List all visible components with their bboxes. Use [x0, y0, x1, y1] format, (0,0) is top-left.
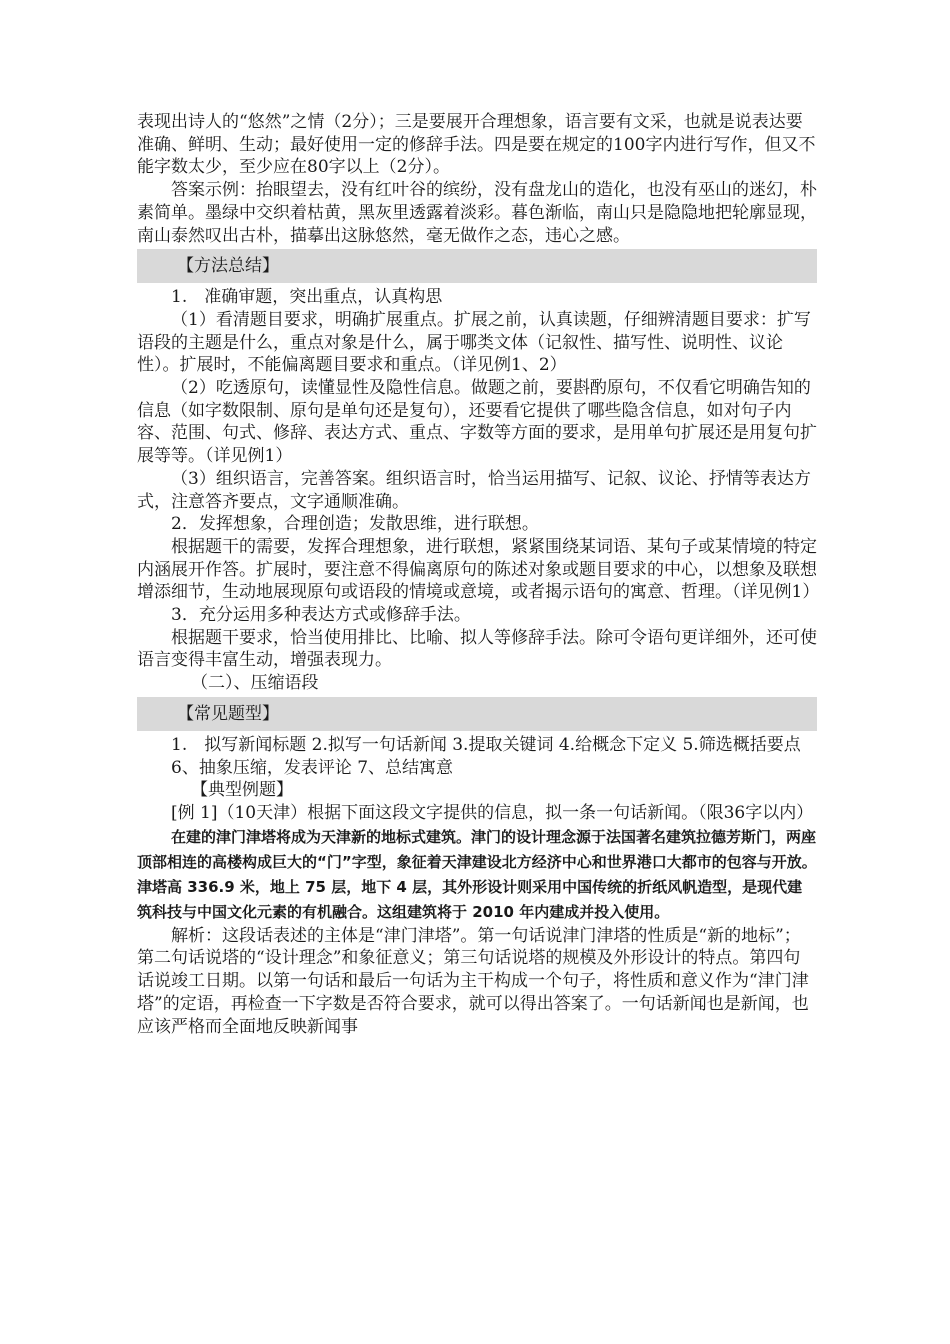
method-item-3-detail: 根据题干要求，恰当使用排比、比喻、拟人等修辞手法。除可令语句更详细外，还可使语言变得丰富生动，增强表现力。 — [137, 627, 817, 671]
method-item-1-2: （2）吃透原句，读懂显性及隐性信息。做题之前，要斟酌原句，不仅看它明确告知的信息（如字数限制、原句是单句还是复句），还要看它提供了哪些隐含信息，如对句子内容、范围、句式、修辞、表达方式、重点、字数等方面的要求，是用单句扩展还是用复句扩展等等。（详见例1） — [137, 378, 817, 467]
paragraph-answer-example: 答案示例：抬眼望去，没有红叶谷的缤纷，没有盘龙山的造化，也没有巫山的迷幻，朴素简单。墨绿中交织着枯黄，黑灰里透露着淡彩。暮色渐临，南山只是隐隐地把轮廓显现，南山泰然叹出古朴，描摹出这脉悠然，毫无做作之态，违心之感。 — [137, 180, 817, 246]
example-1-prompt: [例 1]（10天津）根据下面这段文字提供的信息，拟一条一句话新闻。（限36字以内） — [171, 802, 814, 823]
section-heading-common-types: 【常见题型】 — [137, 697, 817, 731]
example-1-analysis: 解析：这段话表述的主体是“津门津塔”。第一句话说津门津塔的性质是“新的地标”；第二句话说塔的“设计理念”和象征意义；第三句话说塔的规模及外形设计的特点。第四句话说竣工日期。以第一句话和最后一句话为主干构成一个句子，将性质和意义作为“津门津塔”的定语，再检查一下字数是否符合要求，就可以得出答案了。一句话新闻也是新闻，也应该严格而全面地反映新闻事 — [137, 925, 809, 1037]
method-item-2: 2．发挥想象，合理创造；发散思维，进行联想。 — [171, 514, 539, 535]
section-heading-method-summary: 【方法总结】 — [137, 249, 817, 283]
method-item-2-detail: 根据题干的需要，发挥合理想象，进行联想，紧紧围绕某词语、某句子或某情境的特定内涵展开作答。扩展时，要注意不得偏离原句的陈述对象或题目要求的中心，以想象及联想增添细节，生动地展现原句或语段的情境或意境，或者揭示语句的寓意、哲理。（详见例1） — [137, 536, 820, 603]
paragraph-scoring-criteria: 表现出诗人的“悠然”之情（2分）；三是要展开合理想象，语言要有文采，也就是说表达要准确、鲜明、生动；最好使用一定的修辞手法。四是要在规定的100字内进行写作，但又不能字数太少，至少应在80字以上（2分）。 — [137, 112, 816, 178]
example-1-source-text: 在建的津门津塔将成为天津新的地标式建筑。津门的设计理念源于法国著名建筑拉德芳斯门，两座顶部相连的高楼构成巨大的“门”字型，象征着天津建设北方经济中心和世界港口大都市的包容与开放。津塔高 336.9 米，地上 75 层，地下 4 层，其外形设计则采用中国传统的折纸风帆造型，是现代建筑科技与中国文化元素的有机融合。这组建筑将于 2010 年内建成并投入使用。 — [137, 827, 817, 921]
method-item-1-1: （1）看清题目要求，明确扩展重点。扩展之前，认真读题，仔细辨清题目要求：扩写语段的主题是什么，重点对象是什么，属于哪类文体（记叙性、描写性、说明性、议论性）。扩展时，不能偏离题目要求和重点。（详见例1、2） — [137, 309, 811, 376]
question-types-list: 1. 拟写新闻标题 2.拟写一句话新闻 3.提取关键词 4.给概念下定义 5.筛选概括要点 6、抽象压缩，发表评论 7、总结寓意 — [171, 734, 801, 778]
method-item-1-3: （3）组织语言，完善答案。组织语言时，恰当运用描写、记叙、议论、抒情等表达方式，注意答齐要点，文字通顺准确。 — [137, 468, 811, 512]
method-item-1: 1. 准确审题，突出重点，认真构思 — [171, 287, 443, 308]
document-body — [137, 111, 820, 1038]
section-heading-typical-examples: 【典型例题】 — [191, 780, 293, 801]
section-compress-paragraph: （二）、压缩语段 — [191, 673, 319, 694]
method-item-3: 3．充分运用多种表达方式或修辞手法。 — [171, 605, 471, 626]
